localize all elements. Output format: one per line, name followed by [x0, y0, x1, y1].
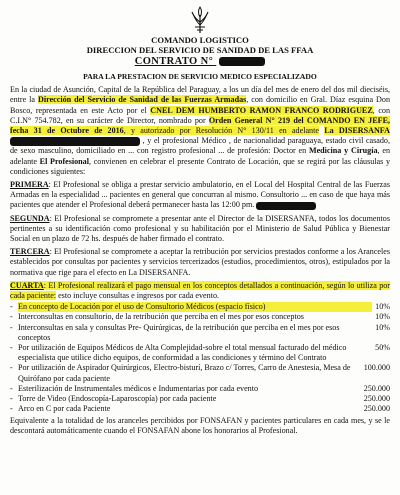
issuer-command: COMANDO LOGISTICO: [151, 35, 249, 45]
fee-item-value: 10%: [375, 302, 390, 312]
clause-primera-label: PRIMERA: [10, 180, 49, 190]
contract-subtitle: PARA LA PRESTACION DE SERVICIO MEDICO ESPECIALIZADO: [83, 72, 317, 81]
fee-item-value: 50%: [375, 343, 390, 353]
clause-tercera-label: TERCERA: [10, 247, 50, 257]
fee-item-value: 10%: [375, 322, 390, 332]
fee-item-text: Esterilización de Instrumentales médicos e Indumentarias por cada evento: [18, 383, 259, 393]
fee-item-text: Arco en C por cada Paciente: [18, 404, 111, 414]
highlight-institution: Dirección del Servicio de Sanidad de las Fuerzas Armadas: [38, 95, 247, 105]
intro-text-6: , en adelante: [10, 146, 391, 166]
fee-item-text: Por utilización de Equipos Médicos de Alta Complejidad-sobre el total mensual facturado del médico especialista que utilice dicho equipos, de conformidad a las condiciones y término del Contrato: [18, 343, 347, 363]
clause-cuarta-label: CUARTA: [10, 280, 44, 290]
clause-cuarta: [10, 281, 390, 301]
redacted-contract-number: [219, 57, 265, 66]
clause-cuarta-highlight: : El Profesional realizará el pago mensual en los conceptos detallados a continuación, según lo utiliza por cada paciente:: [10, 280, 390, 301]
fee-item-value: 10%: [375, 312, 390, 322]
intro-text-2: , con domicilio en Gral. Díaz esquina Don Bosco, representada en este Acto por el: [10, 95, 390, 115]
clause-tercera-text: : El Profesional se compromete a aceptar la retribución por servicios prestados conforme a los Aranceles establecidos por consultas por pacientes y servicios tercerizados (estudios, procedimientos, otros), estipulados por la normativa que rige para el efecto en La DISERSANFA.: [10, 247, 390, 277]
fee-list: [10, 302, 390, 414]
issuer-directorate: DIRECCION DEL SERVICIO DE SANIDAD DE LAS FFAA: [86, 45, 314, 55]
bold-professional: El Profesional: [39, 156, 89, 166]
fee-item: - Interconsultas en consultorio, de la retribución que perciba en el mes por esos conceptos 10%: [10, 312, 390, 322]
fee-item-text: En concepto de Locación por el uso de Consultorio Médicos (espacio físico): [18, 302, 372, 312]
highlight-director-name: CNEL DEM HUMBERTO RAMON FRANCO RODRIGUEZ: [150, 105, 373, 115]
fee-item: - Por utilización de Aspirador Quirúrgicos, Electro-bisturí, Brazo c/ Torres, Carro de Anestesia, Mesa de Quirófano por cada paciente 100.000: [10, 363, 390, 383]
clause-cuarta-footer: Equivalente a la totalidad de los aranceles percibidos por FONSAFAN y pacientes particulares en cada mes, y se le descontará automáticamente cuando el FONSAFAN abone los honorarios al Profesional.: [10, 415, 390, 435]
fee-item: - Arco en C por cada Paciente 250.000: [10, 404, 390, 414]
military-emblem-icon: [189, 6, 211, 34]
clause-tercera: [10, 247, 390, 278]
fee-item-text: Por utilización de Aspirador Quirúrgicos, Electro-bisturí, Brazo c/ Torres, Carro de Anestesia, Mesa de Quirófano por cada paciente: [18, 363, 351, 383]
clause-segunda: [10, 214, 390, 245]
fee-item: - En concepto de Locación por el uso de Consultorio Médicos (espacio físico) 10%: [10, 302, 390, 312]
fee-item-text: Torre de Video (Endoscopía-Laparoscopía) por cada paciente: [18, 394, 217, 404]
clause-primera: [10, 180, 390, 211]
intro-text-5: , y el profesional Médico , de nacionalidad paraguaya, estado civil casado, de sexo masculino, domiciliado en ... con registro profesional ... de profesión: Doctor en: [10, 136, 390, 156]
contract-title-text: CONTRATO N°: [134, 56, 214, 67]
fee-item: - Interconsultas en sala y consultas Pre- Quirúrgicas, de la retribución que perciba en el mes por esos conceptos 10%: [10, 322, 390, 342]
clause-segunda-text: : El Profesional se compromete a presentar ante el Director de la DISERSANFA, todos los documentos pertinentes a su identificación como profesional y su habilitación por el Ministerio de Salud Pública y Bienestar Social en un plazo de 72 hs. después de haber firmado el contrato.: [10, 213, 390, 244]
highlight-disersanfa: La DISERSANFA: [324, 126, 390, 136]
clause-primera-text: : El Profesional se obliga a prestar servicio ambulatorio, en el Local del Hospital Central de las Fuerzas Armadas en la especialidad ... pacientes en general que concurran al mismo. Consultorio ... en caso de que haya más pacientes que atender el Profesional deberá permanecer hasta las 12:00 pm.: [10, 180, 390, 210]
highlight-general-order: Orden General N° 219 del COMANDO EN JEFE, fecha 31 de Octubre de 2016: [10, 115, 390, 136]
contract-title: [10, 55, 390, 68]
fee-item: - Por utilización de Equipos Médicos de Alta Complejidad-sobre el total mensual facturado del médico especialista que utilice dicho equipos, de conformidad a las condiciones y término del Contrato 50%: [10, 343, 390, 363]
redacted-professional-name: [10, 137, 140, 146]
intro-text-3: , con C.I.N° 754.782, en su carácter de Director, nombrado por: [10, 105, 391, 125]
fee-item-value: 250.000: [363, 404, 390, 414]
fee-item: - Esterilización de Instrumentales médicos e Indumentarias por cada evento 250.000: [10, 383, 390, 393]
fee-item-text: Interconsultas en consultorio, de la retribución que perciba en el mes por esos conceptos: [18, 312, 304, 322]
fee-item: - Torre de Video (Endoscopía-Laparoscopía) por cada paciente 250.000: [10, 394, 390, 404]
fee-item-value: 100.000: [363, 363, 390, 373]
fee-item-text: Interconsultas en sala y consultas Pre- Quirúrgicas, de la retribución que perciba en el mes por esos conceptos: [18, 322, 340, 342]
redacted-specialty: [256, 202, 316, 210]
bold-specialty: Medicina y Cirugía: [308, 146, 378, 156]
highlight-resolution: , y autorizado por Resolución N° 130/11 en adelante: [123, 126, 319, 136]
intro-text-7: , convienen en celebrar el presente Contrato de Locación, que se regirá por las cláusulas y condiciones siguientes:: [10, 156, 391, 176]
clause-cuarta-tail: esto incluye consultas e ingresos por cada evento.: [56, 291, 220, 301]
fee-item-value: 250.000: [363, 383, 390, 393]
fee-item-value: 250.000: [363, 394, 390, 404]
clause-segunda-label: SEGUNDA: [10, 213, 50, 223]
intro-text-1: En la ciudad de Asunción, Capital de la República del Paraguay, a los un día del mes de enero del dos mil dieciséis, entre la: [10, 85, 390, 105]
contract-intro-paragraph: [10, 85, 390, 177]
